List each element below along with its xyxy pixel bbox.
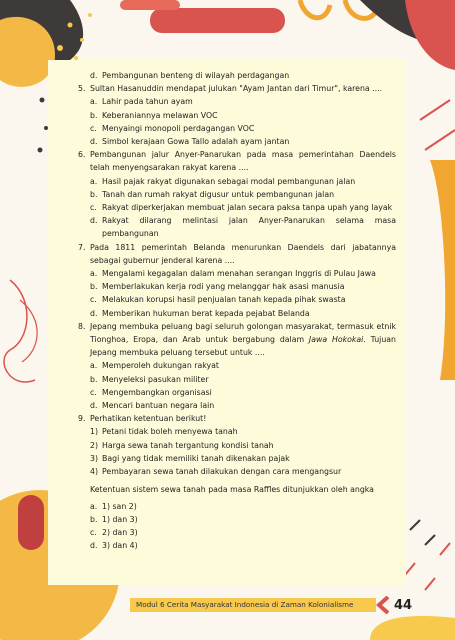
question-list xyxy=(48,69,396,552)
answer-option xyxy=(48,373,396,386)
option-text-wrap xyxy=(48,214,396,227)
statement-text-wrap xyxy=(48,465,396,478)
option-letter: c. xyxy=(90,295,97,305)
question-number: 8. xyxy=(78,321,86,331)
answer-option xyxy=(48,109,396,122)
option-letter: b. xyxy=(90,282,98,292)
option-text: Keberaniannya melawan VOC xyxy=(102,110,218,120)
option-letter: a. xyxy=(90,501,98,511)
footer-module-title: Modul 6 Cerita Masyarakat Indonesia di Zaman Kolonialisme xyxy=(130,598,376,612)
statement-item xyxy=(48,465,396,478)
option-text-wrap xyxy=(48,307,396,320)
option-text: 2) dan 3) xyxy=(102,527,138,537)
question-italic-term: Jawa Hokokai xyxy=(308,335,364,345)
question-text: sebagai gubernur jenderal karena .... xyxy=(90,255,235,265)
question-line xyxy=(48,254,396,267)
statement-text-wrap xyxy=(48,425,396,438)
option-text-wrap xyxy=(48,539,396,552)
answer-option xyxy=(48,539,396,552)
option-text: Mengembangkan organisasi xyxy=(102,387,212,397)
question-line xyxy=(48,320,396,333)
instruction-text: Ketentuan sistem sewa tanah pada masa Raffles ditunjukkan oleh angka xyxy=(90,485,374,495)
question-number: 9. xyxy=(78,414,86,424)
option-text-wrap xyxy=(48,95,396,108)
question-text-wrap xyxy=(48,148,396,161)
option-text: Memberikan hukuman berat kepada pejabat Belanda xyxy=(102,308,310,318)
option-letter: b. xyxy=(90,514,98,524)
option-text-wrap xyxy=(48,109,396,122)
question-text: Perhatikan ketentuan berikut! xyxy=(90,414,207,424)
option-text: Mencari bantuan negara lain xyxy=(102,401,215,411)
question-text-wrap xyxy=(48,333,396,346)
option-letter: a. xyxy=(90,176,98,186)
option-text-wrap xyxy=(48,359,396,372)
option-letter: a. xyxy=(90,361,98,371)
statement-text: Petani tidak boleh menyewa tanah xyxy=(102,427,238,437)
option-text: 3) dan 4) xyxy=(102,541,138,551)
option-text: Memperoleh dukungan rakyat xyxy=(102,361,219,371)
option-text-wrap xyxy=(48,201,396,214)
answer-option xyxy=(48,267,396,280)
question-text-wrap xyxy=(48,241,396,254)
option-letter: b. xyxy=(90,374,98,384)
option-text: Menyeleksi pasukan militer xyxy=(102,374,209,384)
answer-option xyxy=(48,359,396,372)
statement-number: 3) xyxy=(90,453,99,463)
option-letter: d. xyxy=(90,216,98,226)
option-letter: c. xyxy=(90,203,97,213)
chevron-left-icon xyxy=(376,596,390,614)
option-text-wrap xyxy=(48,280,396,293)
option-letter: c. xyxy=(90,527,97,537)
answer-option xyxy=(48,69,396,82)
statement-item xyxy=(48,425,396,438)
option-text: Simbol kerajaan Gowa Tallo adalah ayam jantan xyxy=(102,137,290,147)
option-text-wrap xyxy=(48,399,396,412)
option-letter: d. xyxy=(90,137,98,147)
option-text: 1) dan 3) xyxy=(102,514,138,524)
answer-option xyxy=(48,386,396,399)
statement-text-wrap xyxy=(48,439,396,452)
option-text: Tanah dan rumah rakyat digusur untuk pembangunan jalan xyxy=(102,189,335,199)
answer-option xyxy=(48,526,396,539)
option-letter: b. xyxy=(90,110,98,120)
option-letter: b. xyxy=(90,189,98,199)
statement-text-wrap xyxy=(48,452,396,465)
option-text-wrap xyxy=(48,386,396,399)
statement-number: 4) xyxy=(90,467,99,477)
question-text-wrap xyxy=(48,412,396,425)
answer-option xyxy=(48,95,396,108)
answer-option xyxy=(48,201,396,214)
option-text-wrap xyxy=(48,513,396,526)
option-letter: d. xyxy=(90,541,98,551)
question-instruction xyxy=(48,483,396,496)
question-line xyxy=(48,148,396,161)
option-text: Pembangunan benteng di wilayah perdagangan xyxy=(102,71,290,80)
question-text: Pembangunan jalur Anyer-Panarukan pada masa pemerintahan Daendels xyxy=(90,150,396,160)
statement-item xyxy=(48,452,396,465)
option-text-wrap xyxy=(48,267,396,280)
option-text: pembangunan xyxy=(102,229,159,239)
question-number: 5. xyxy=(78,84,86,94)
question-text: . Tujuan xyxy=(363,335,397,345)
option-text: Lahir pada tahun ayam xyxy=(102,97,193,107)
question-text-wrap xyxy=(48,82,396,95)
answer-option xyxy=(48,122,396,135)
option-text-wrap xyxy=(48,500,396,513)
option-text-wrap xyxy=(48,227,396,240)
answer-option xyxy=(48,214,396,227)
question-line xyxy=(48,82,396,95)
option-text: Memberlakukan kerja rodi yang melanggar hak asasi manusia xyxy=(102,282,345,292)
option-text: Menyaingi monopoli perdagangan VOC xyxy=(102,123,255,133)
question-line xyxy=(48,333,396,346)
question-number: 6. xyxy=(78,150,86,160)
option-text-wrap xyxy=(48,373,396,386)
statement-number: 1) xyxy=(90,427,99,437)
question-text: telah menyengsarakan rakyat karena .... xyxy=(90,163,249,173)
statement-text: Pembayaran sewa tanah dilakukan dengan cara mengangsur xyxy=(102,467,342,477)
question-text: Sultan Hasanuddin mendapat julukan "Ayam Jantan dari Timur", karena .... xyxy=(90,84,383,94)
answer-option xyxy=(48,500,396,513)
answer-option xyxy=(48,513,396,526)
question-text-wrap xyxy=(48,320,396,333)
footer xyxy=(130,596,412,614)
option-text: Rakyat dilarang melintasi jalan Anyer-Panarukan selama masa xyxy=(102,216,396,226)
option-text-wrap xyxy=(48,69,396,82)
option-text: Melakukan korupsi hasil penjualan tanah kepada pihak swasta xyxy=(102,295,346,305)
answer-option xyxy=(48,293,396,306)
question-number: 7. xyxy=(78,242,86,252)
statement-item xyxy=(48,439,396,452)
option-text-wrap xyxy=(48,293,396,306)
question-text: Tionghoa, Eropa, dan Arab untuk bergabung dalam xyxy=(90,335,309,345)
option-letter: a. xyxy=(90,97,98,107)
question-line xyxy=(48,346,396,359)
question-text-wrap xyxy=(48,161,396,174)
answer-option xyxy=(48,227,396,240)
option-letter: d. xyxy=(90,308,98,318)
answer-option xyxy=(48,135,396,148)
option-text: Mengalami kegagalan dalam menahan serangan Inggris di Pulau Jawa xyxy=(102,269,376,279)
answer-option xyxy=(48,280,396,293)
statement-text: Harga sewa tanah tergantung kondisi tanah xyxy=(102,440,274,450)
question-line xyxy=(48,241,396,254)
question-text: Jepang membuka peluang bagi seluruh golongan masyarakat, termasuk etnik xyxy=(90,321,396,331)
statement-text: Bagi yang tidak memiliki tanah dikenakan pajak xyxy=(102,453,290,463)
option-text: 1) san 2) xyxy=(102,501,137,511)
answer-option xyxy=(48,307,396,320)
option-text-wrap xyxy=(48,175,396,188)
option-letter: d. xyxy=(90,71,98,80)
option-text-wrap xyxy=(48,122,396,135)
page-number: 44 xyxy=(394,597,413,613)
question-text-wrap xyxy=(48,346,396,359)
option-text-wrap xyxy=(48,188,396,201)
option-letter: d. xyxy=(90,401,98,411)
answer-option xyxy=(48,399,396,412)
option-letter: a. xyxy=(90,269,98,279)
option-text-wrap xyxy=(48,526,396,539)
question-line xyxy=(48,412,396,425)
answer-option xyxy=(48,175,396,188)
option-text-wrap xyxy=(48,135,396,148)
question-line xyxy=(48,161,396,174)
option-letter: c. xyxy=(90,123,97,133)
question-text: Jepang membuka peluang tersebut untuk .... xyxy=(90,348,265,358)
answer-option xyxy=(48,188,396,201)
option-text: Rakyat diperkerjakan membuat jalan secara paksa tanpa upah yang layak xyxy=(102,203,393,213)
option-text: Hasil pajak rakyat digunakan sebagai modal pembangunan jalan xyxy=(102,176,356,186)
question-text-wrap xyxy=(48,254,396,267)
statement-number: 2) xyxy=(90,440,99,450)
question-text: Pada 1811 pemerintah Belanda menurunkan Daendels dari jabatannya xyxy=(90,242,396,252)
option-letter: c. xyxy=(90,387,97,397)
